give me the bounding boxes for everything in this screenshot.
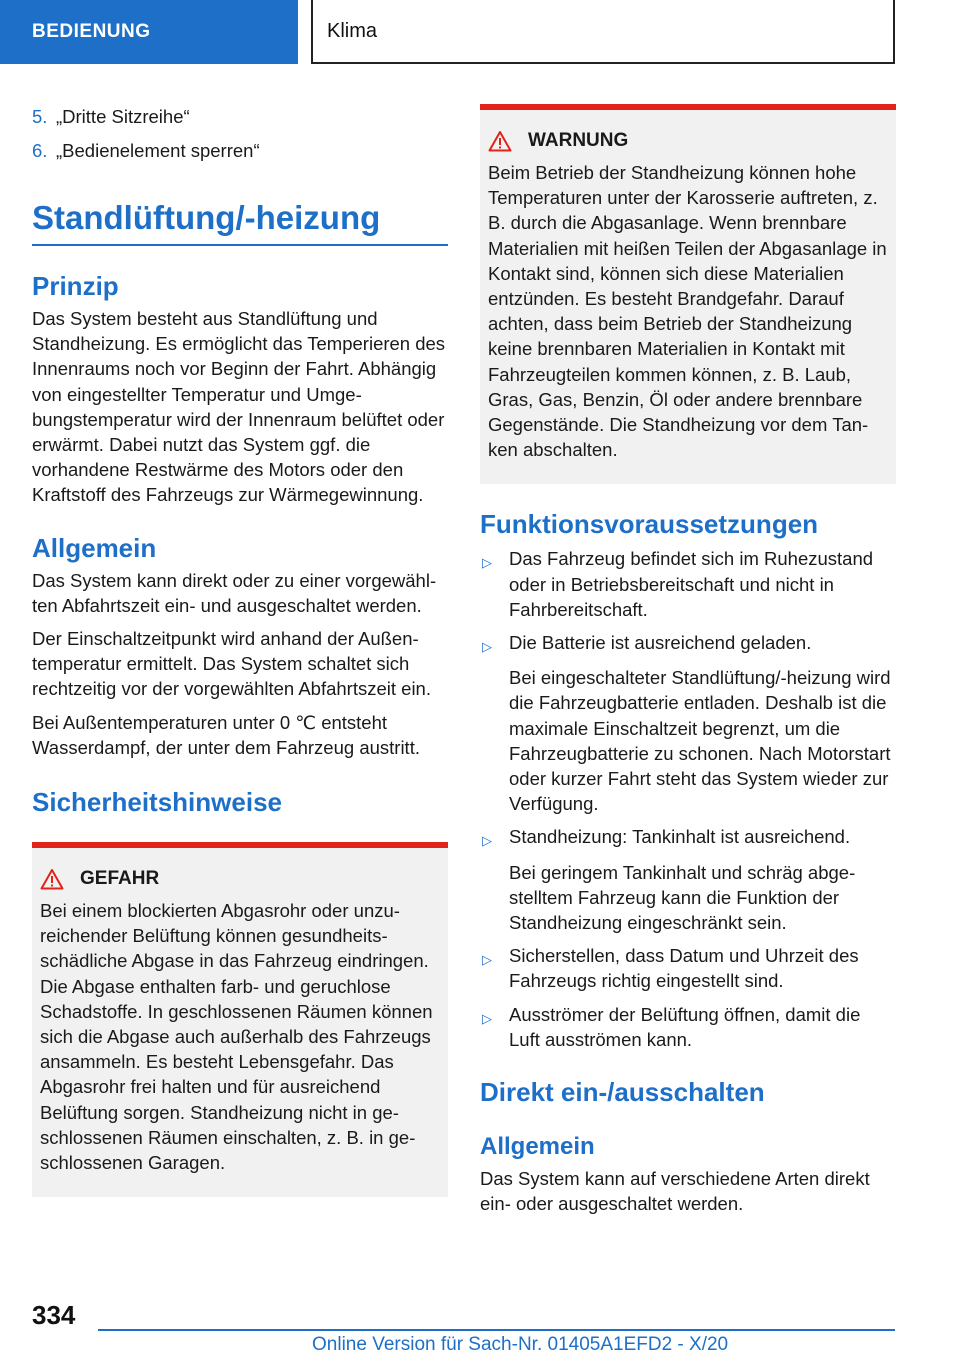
section-heading-funktion: Funktionsvoraussetzungen <box>480 509 819 540</box>
section-label: BEDIENUNG <box>32 21 151 42</box>
list-text: Sicherstellen, dass Datum und Uhrzeit des Fahrzeugs richtig eingestellt sind. <box>509 945 859 992</box>
list-item <box>480 943 896 993</box>
list-text: Ausströmer der Belüftung öffnen, damit die Luft ausströmen kann. <box>509 1003 861 1050</box>
danger-box <box>32 842 448 1197</box>
warning-triangle-icon <box>488 130 528 152</box>
right-column <box>480 104 896 1217</box>
list-text: „Dritte Sitzreihe“ <box>56 106 190 127</box>
list-item <box>480 824 896 853</box>
list-item <box>480 630 896 659</box>
section-heading-sicherheit: Sicherheitshinweise <box>32 787 282 818</box>
footer-divider <box>98 1329 895 1331</box>
section-heading-allgemein: Allgemein <box>32 532 157 563</box>
warning-title: WARNUNG <box>528 130 629 151</box>
chapter-header <box>311 0 895 64</box>
list-item <box>480 546 896 622</box>
warning-box <box>480 104 896 484</box>
direkt-text: Das System kann auf verschiedene Arten direkt ein- oder ausgeschaltet werden. <box>480 1168 870 1215</box>
list-subtext: Bei geringem Tankinhalt und schräg abgestelltem Fahrzeug kann die Funktion der Standheizung eingeschränkt sein. <box>509 861 856 934</box>
danger-title-row <box>40 868 440 890</box>
section-heading-direkt: Direkt ein-/ausschalten <box>480 1077 765 1108</box>
allgemein-text-2: Der Einschaltzeitpunkt wird anhand der Außentemperatur ermittelt. Das System schaltet sich rechtzeitig vor der vorgewählten Abfahrtszeit ein. <box>32 628 431 700</box>
warning-triangle-icon <box>40 868 80 890</box>
list-text: Die Batterie ist ausreichend geladen. <box>509 632 812 654</box>
list-text: Standheizung: Tankinhalt ist ausreichend. <box>509 826 851 848</box>
page-number: 334 <box>32 1300 76 1330</box>
allgemein-text-3: Bei Außentemperaturen unter 0 ℃ entsteht Wasserdampf, der unter dem Fahrzeug austritt. <box>32 711 420 758</box>
chapter-label: Klima <box>327 19 378 42</box>
section-tab <box>0 0 298 64</box>
list-text: „Bedienelement sperren“ <box>56 140 260 161</box>
warning-text: Beim Betrieb der Standheizung können hohe Temperaturen unter der Karosserie auftreten, z. B. durch die Abgasanlage. Wenn brennbare Materialien mit heißen Teilen der Abgasanlage in Kontakt sind, können sich diese Materialien entzünden. Es besteht Brandgefahr. Darauf achten, dass beim Betrieb der Standheizung keine brennbaren Materialien in Kontakt mit Fahrzeugteilen kommen können, z. B. Laub, Gras, Gas, Benzin, Öl oder andere brennbare Gegenstände. Die Standheizung vor dem Tanken abschalten. <box>488 162 887 461</box>
danger-text: Bei einem blockierten Abgasrohr oder unzureichender Belüftung können gesundheitsschädliche Abgase in das Fahrzeug eindringen. Die Abgase enthalten farb- und geruchlose Schadstoffe. In geschlossenen Räumen können sich die Abgase auch außerhalb des Fahrzeugs ansammeln. Es besteht Lebensgefahr. Das Abgasrohr frei halten und für ausreichend Belüftung sorgen. Standheizung nicht in geschlossenen Räumen einschalten, z. B. in geschlossenen Garagen. <box>40 900 433 1174</box>
list-number: 5. <box>32 106 48 127</box>
triangle-right-icon: ▷ <box>482 952 492 968</box>
triangle-right-icon: ▷ <box>482 555 492 571</box>
section-heading-prinzip: Prinzip <box>32 271 119 301</box>
triangle-right-icon: ▷ <box>482 833 492 849</box>
list-subtext: Bei eingeschalteter Standlüftung/-heizung wird die Fahrzeugbatterie entladen. Deshalb ist die maximale Einschaltzeit begrenzt, um die Fahrzeugbatterie zu schonen. Nach Motorstart oder kurzer Fahrt steht das System wieder zur Verfügung. <box>509 667 891 815</box>
list-number: 6. <box>32 140 48 161</box>
subsection-heading-allgemein: Allgemein <box>480 1133 595 1161</box>
prinzip-text: Das System besteht aus Standlüftung und Standheizung. Es ermöglicht das Temperieren des Innenraums noch vor Beginn der Fahrt. Abhängig von eingestellter Temperatur und Umgebungstemperatur wird der Innenraum belüftet oder erwärmt. Dabei nutzt das System ggf. die vorhandene Restwärme des Motors oder den Kraftstoff des Fahrzeugs zur Wärmegewinnung. <box>32 308 446 506</box>
warning-title-row <box>488 130 888 152</box>
list-item <box>32 104 448 130</box>
left-column <box>32 104 448 1197</box>
list-text: Das Fahrzeug befindet sich im Ruhezustand oder in Betriebsbereitschaft und nicht in Fahrbereitschaft. <box>509 548 874 620</box>
danger-title: GEFAHR <box>80 868 160 890</box>
list-item <box>480 1002 896 1052</box>
footer-text: Online Version für Sach-Nr. 01405A1EFD2 - X/20 <box>312 1334 729 1355</box>
requirements-list <box>480 546 896 1052</box>
page-title: Standlüftung/-heizung <box>32 198 448 246</box>
list-item <box>32 138 448 164</box>
allgemein-text-1: Das System kann direkt oder zu einer vorgewählten Abfahrtszeit ein- und ausgeschaltet werden. <box>32 569 437 616</box>
triangle-right-icon: ▷ <box>482 639 492 655</box>
triangle-right-icon: ▷ <box>482 1010 492 1026</box>
